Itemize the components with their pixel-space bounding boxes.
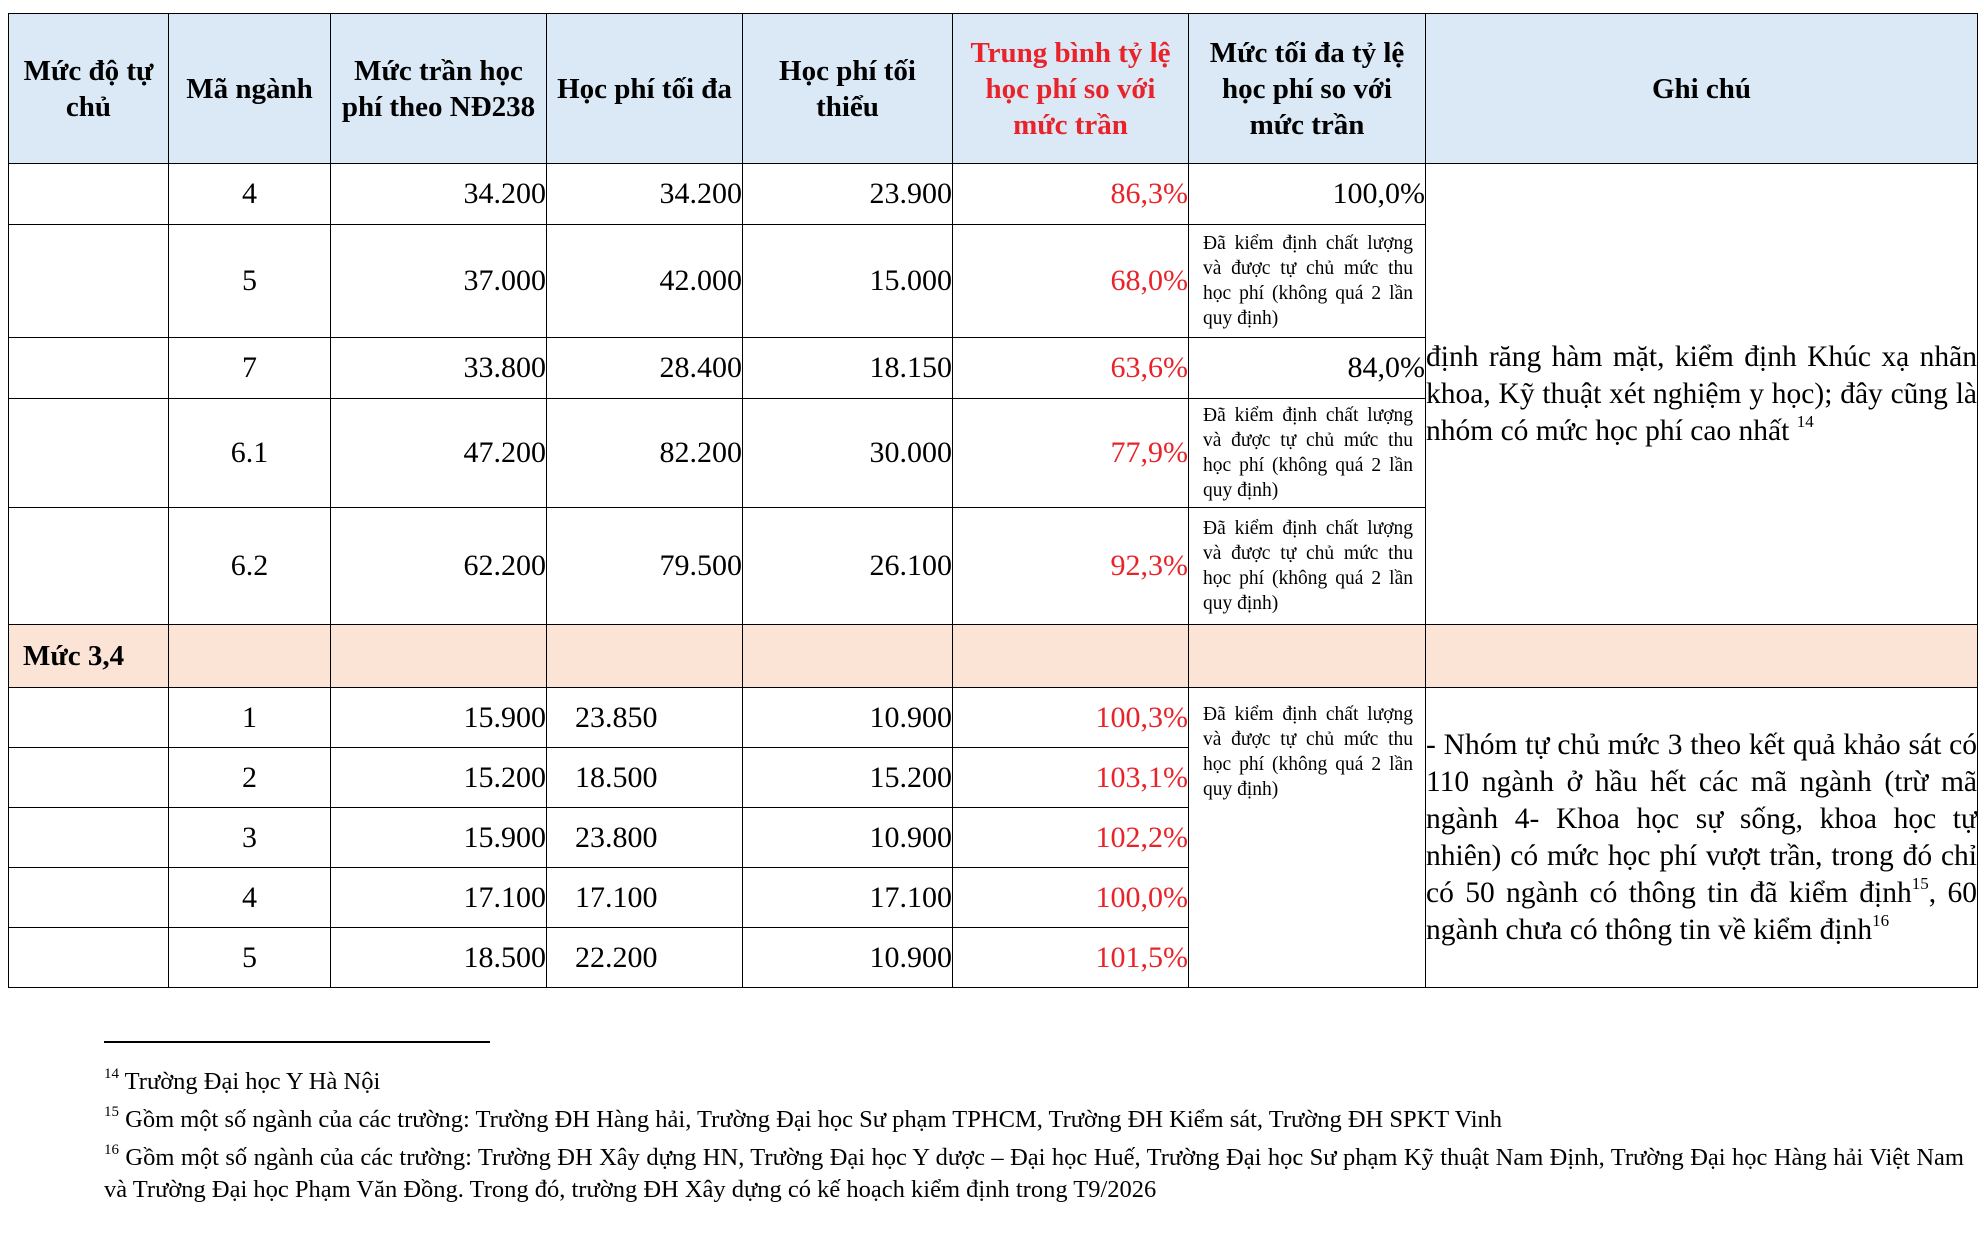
ceiling-cell: 15.200 xyxy=(331,748,547,808)
autonomy-cell xyxy=(9,508,169,625)
footnote xyxy=(104,1066,1964,1098)
group-cell xyxy=(547,625,743,688)
table-row xyxy=(9,164,1978,225)
major-code-cell: 7 xyxy=(169,338,331,399)
major-code-cell: 5 xyxy=(169,225,331,338)
max-fee-cell: 34.200 xyxy=(547,164,743,225)
header-min-fee: Học phí tối thiểu xyxy=(743,14,953,164)
autonomy-cell xyxy=(9,748,169,808)
header-avg-ratio: Trung bình tỷ lệ học phí so với mức trần xyxy=(953,14,1189,164)
min-fee-cell: 10.900 xyxy=(743,688,953,748)
ceiling-cell: 37.000 xyxy=(331,225,547,338)
footnote-text: Gồm một số ngành của các trường: Trường ĐH Xây dựng HN, Trường Đại học Y dược – Đại học Huế, Trường Đại học Sư phạm Kỹ thuật Nam Định, Trường Đại học Hàng hải Việt Nam và Trường Đại học Phạm Văn Đồng. Trong đó, trường ĐH Xây dựng có kế hoạch kiểm định trong T9/2026 xyxy=(104,1144,1964,1203)
avg-ratio-cell: 103,1% xyxy=(953,748,1189,808)
min-fee-cell: 18.150 xyxy=(743,338,953,399)
ceiling-cell: 15.900 xyxy=(331,808,547,868)
max-fee-cell: 18.500 xyxy=(547,748,743,808)
major-code-cell: 4 xyxy=(169,868,331,928)
ceiling-cell: 18.500 xyxy=(331,928,547,988)
avg-ratio-cell: 77,9% xyxy=(953,399,1189,508)
max-fee-cell: 42.000 xyxy=(547,225,743,338)
min-fee-cell: 23.900 xyxy=(743,164,953,225)
notes-text: định răng hàm mặt, kiểm định Khúc xạ nhãn khoa, Kỹ thuật xét nghiệm y học); đây cũng là nhóm có mức học phí cao nhất xyxy=(1426,340,1977,447)
avg-ratio-cell: 102,2% xyxy=(953,808,1189,868)
ceiling-cell: 62.200 xyxy=(331,508,547,625)
autonomy-cell xyxy=(9,808,169,868)
autonomy-cell xyxy=(9,399,169,508)
footnote-ref: 15 xyxy=(1911,873,1929,893)
autonomy-cell xyxy=(9,338,169,399)
notes-cell xyxy=(1426,164,1978,625)
ceiling-cell: 34.200 xyxy=(331,164,547,225)
autonomy-cell xyxy=(9,164,169,225)
footnote-text: Trường Đại học Y Hà Nội xyxy=(119,1068,381,1095)
min-fee-cell: 10.900 xyxy=(743,808,953,868)
max-fee-cell: 22.200 xyxy=(547,928,743,988)
accreditation-note: Đã kiểm định chất lượng và được tự chủ mức thu học phí (không quá 2 lần quy định) xyxy=(1203,518,1413,614)
major-code-cell: 1 xyxy=(169,688,331,748)
footnote-ref: 16 xyxy=(1872,910,1890,930)
group-cell xyxy=(953,625,1189,688)
footnote-separator xyxy=(104,1041,490,1043)
min-fee-cell: 15.200 xyxy=(743,748,953,808)
min-fee-cell: 17.100 xyxy=(743,868,953,928)
table-row xyxy=(9,688,1978,748)
notes-text-part1: - Nhóm tự chủ mức 3 theo kết quả khảo sát có 110 ngành ở hầu hết các mã ngành (trừ mã ngành 4- Khoa học sự sống, khoa học tự nhiên) có mức học phí vượt trần, trong đó chỉ có 50 ngành có thông tin đã kiểm định xyxy=(1426,728,1977,909)
max-fee-cell: 82.200 xyxy=(547,399,743,508)
header-autonomy-level: Mức độ tự chủ xyxy=(9,14,169,164)
footnote-number: 14 xyxy=(104,1065,119,1082)
max-ratio-cell xyxy=(1189,399,1426,508)
avg-ratio-cell: 86,3% xyxy=(953,164,1189,225)
autonomy-cell xyxy=(9,688,169,748)
tuition-fee-table xyxy=(8,13,1978,988)
header-notes: Ghi chú xyxy=(1426,14,1978,164)
max-fee-cell: 79.500 xyxy=(547,508,743,625)
ceiling-cell: 15.900 xyxy=(331,688,547,748)
max-fee-cell: 17.100 xyxy=(547,868,743,928)
max-fee-cell: 28.400 xyxy=(547,338,743,399)
footnote-number: 15 xyxy=(104,1103,119,1120)
footnote-ref: 14 xyxy=(1796,411,1814,431)
header-fee-ceiling: Mức trần học phí theo NĐ238 xyxy=(331,14,547,164)
min-fee-cell: 30.000 xyxy=(743,399,953,508)
ceiling-cell: 17.100 xyxy=(331,868,547,928)
min-fee-cell: 15.000 xyxy=(743,225,953,338)
notes-text-part2: , 60 ngành chưa có thông tin về kiểm định xyxy=(1426,876,1977,946)
max-fee-cell: 23.800 xyxy=(547,808,743,868)
group-cell xyxy=(331,625,547,688)
group-label: Mức 3,4 xyxy=(9,625,169,688)
header-max-ratio: Mức tối đa tỷ lệ học phí so với mức trần xyxy=(1189,14,1426,164)
max-ratio-cell: 84,0% xyxy=(1189,338,1426,399)
header-max-fee: Học phí tối đa xyxy=(547,14,743,164)
autonomy-cell xyxy=(9,225,169,338)
notes-cell xyxy=(1426,688,1978,988)
group-row xyxy=(9,625,1978,688)
major-code-cell: 3 xyxy=(169,808,331,868)
autonomy-cell xyxy=(9,868,169,928)
max-ratio-cell xyxy=(1189,508,1426,625)
footnote-number: 16 xyxy=(104,1141,119,1158)
major-code-cell: 4 xyxy=(169,164,331,225)
max-ratio-cell xyxy=(1189,688,1426,988)
major-code-cell: 2 xyxy=(169,748,331,808)
footnote xyxy=(104,1142,1964,1206)
avg-ratio-cell: 100,3% xyxy=(953,688,1189,748)
autonomy-cell xyxy=(9,928,169,988)
major-code-cell: 6.1 xyxy=(169,399,331,508)
accreditation-note: Đã kiểm định chất lượng và được tự chủ mức thu học phí (không quá 2 lần quy định) xyxy=(1203,233,1413,329)
max-fee-cell: 23.850 xyxy=(547,688,743,748)
avg-ratio-cell: 68,0% xyxy=(953,225,1189,338)
group-cell xyxy=(1426,625,1978,688)
accreditation-note: Đã kiểm định chất lượng và được tự chủ mức thu học phí (không quá 2 lần quy định) xyxy=(1203,704,1413,800)
ceiling-cell: 33.800 xyxy=(331,338,547,399)
group-cell xyxy=(169,625,331,688)
accreditation-note: Đã kiểm định chất lượng và được tự chủ mức thu học phí (không quá 2 lần quy định) xyxy=(1203,405,1413,501)
avg-ratio-cell: 92,3% xyxy=(953,508,1189,625)
footnote-text: Gồm một số ngành của các trường: Trường ĐH Hàng hải, Trường Đại học Sư phạm TPHCM, Trường ĐH Kiểm sát, Trường ĐH SPKT Vinh xyxy=(119,1106,1503,1133)
ceiling-cell: 47.200 xyxy=(331,399,547,508)
footnote xyxy=(104,1104,1964,1136)
min-fee-cell: 26.100 xyxy=(743,508,953,625)
avg-ratio-cell: 101,5% xyxy=(953,928,1189,988)
max-ratio-cell xyxy=(1189,225,1426,338)
min-fee-cell: 10.900 xyxy=(743,928,953,988)
major-code-cell: 6.2 xyxy=(169,508,331,625)
header-major-code: Mã ngành xyxy=(169,14,331,164)
group-cell xyxy=(1189,625,1426,688)
group-cell xyxy=(743,625,953,688)
header-row xyxy=(9,14,1978,164)
avg-ratio-cell: 63,6% xyxy=(953,338,1189,399)
major-code-cell: 5 xyxy=(169,928,331,988)
avg-ratio-cell: 100,0% xyxy=(953,868,1189,928)
max-ratio-cell: 100,0% xyxy=(1189,164,1426,225)
